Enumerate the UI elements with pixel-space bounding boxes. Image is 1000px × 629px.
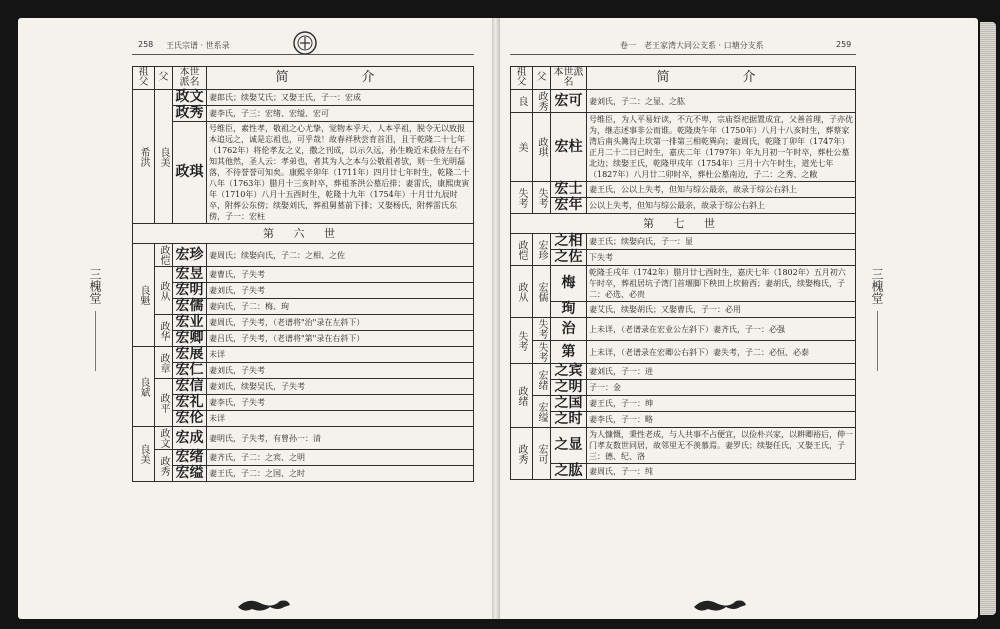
table-row: [133, 90, 474, 106]
person-description: 妻周氏，子一：纯: [587, 464, 856, 480]
person-description: 妻齐氏，子二：之宾、之明: [207, 450, 474, 466]
table-row: [511, 380, 856, 396]
ancestor-cell: 失考: [511, 318, 533, 364]
father-cell: 失考: [533, 318, 551, 341]
table-row: [133, 267, 474, 283]
table-row: [133, 450, 474, 466]
table-row: [133, 379, 474, 395]
father-cell: 良美: [155, 90, 173, 224]
person-name: 宏年: [551, 198, 587, 214]
person-name: 之明: [551, 380, 587, 396]
person-description: 下失考: [587, 250, 856, 266]
person-name: 宏珍: [173, 244, 207, 267]
col-header-name: 本世派名: [173, 67, 207, 90]
table-row: [511, 428, 856, 464]
table-row: [133, 411, 474, 427]
father-cell: 宏绪: [533, 364, 551, 396]
col-header-father: 父: [533, 67, 551, 90]
ancestor-cell: 良斌: [133, 347, 155, 427]
father-cell: 宏儒: [533, 266, 551, 318]
person-description: 妻艾氏，续娶胡氏；又娶曹氏，子一：必用: [587, 302, 856, 318]
page-edges: [980, 22, 996, 615]
person-description: 号维臣，为人平易好读，不亢不卑，宗庙祭祀据置成宜，父善首理，子亦优为，继志述事非公而谁。乾隆庚午年（1750年）八月十八亥时生，葬蔡家湾后南头篝沟上坎第一排第三相乾巽向；妻周氏，乾隆丁卯年（1747年）正月二十二日已时生，嘉庆二年（1797年）年九月初一午时卒，葬杜公墓北边；续娶王氏，乾隆甲戌年（1754年）三月十六午时生，道光七年（1827年）八月廿二卯时卒，葬杜公墓南边，子二：之秀、之敝: [587, 113, 856, 182]
person-name: 宏卿: [173, 331, 207, 347]
left-header-rule: [132, 54, 474, 55]
ancestor-cell: 政恺: [511, 234, 533, 266]
person-description: 妻刘氏，子失考: [207, 363, 474, 379]
person-name: 梅: [551, 266, 587, 302]
person-description: 妻曹氏，子失考: [207, 267, 474, 283]
person-name: 珣: [551, 302, 587, 318]
person-name: 宏士: [551, 182, 587, 198]
person-description: 妻李氏，子三：宏绪、宏缢、宏可: [207, 106, 474, 122]
person-description: 妻明氏，子失考，有曾孙一：清: [207, 427, 474, 450]
father-cell: 政恺: [155, 244, 173, 267]
table-row: [511, 250, 856, 266]
table-row: [133, 315, 474, 331]
table-row: [511, 234, 856, 250]
table-row: [133, 347, 474, 363]
table-row: [133, 106, 474, 122]
col-header-intro: 简 介: [587, 67, 856, 90]
table-row: [133, 122, 474, 224]
person-description: 妻刘氏，子二：之显、之肱: [587, 90, 856, 113]
person-name: 宏展: [173, 347, 207, 363]
table-row: [511, 90, 856, 113]
person-name: 第: [551, 341, 587, 364]
father-cell: 宏珍: [533, 234, 551, 266]
person-description: 妻周氏；续娶向氏，子二：之相、之佐: [207, 244, 474, 267]
table-row: [511, 464, 856, 480]
person-description: 妻王氏；续娶向氏，子一：显: [587, 234, 856, 250]
person-name: 之显: [551, 428, 587, 464]
person-name: 之宾: [551, 364, 587, 380]
left-seal-emblem: [292, 30, 318, 56]
person-name: 之时: [551, 412, 587, 428]
person-name: 治: [551, 318, 587, 341]
father-cell: 政琪: [533, 113, 551, 182]
person-name: 宏成: [173, 427, 207, 450]
table-row: [133, 363, 474, 379]
table-row: [511, 198, 856, 214]
person-name: 之国: [551, 396, 587, 412]
table-row: [511, 396, 856, 412]
father-cell: 宏可: [533, 428, 551, 480]
father-cell: 失考: [533, 182, 551, 214]
person-description: 妻李氏，子一：略: [587, 412, 856, 428]
ancestor-cell: 失考: [511, 182, 533, 214]
person-name: 政琪: [173, 122, 207, 224]
person-name: 宏绪: [173, 450, 207, 466]
person-description: 为人慷慨，秉性老成，与人共事不占便宜，以俭朴兴家，以耕卿裕后，伸一门孝友数世同居，故邻里无不羡慕焉。妻罗氏；续娶任氏，又娶王氏，子三：德、纪、洛: [587, 428, 856, 464]
table-row: [133, 427, 474, 450]
person-name: 宏业: [173, 315, 207, 331]
right-genealogy-table: [510, 66, 856, 480]
person-description: 妻王氏，子一：绅: [587, 396, 856, 412]
person-name: 宏明: [173, 283, 207, 299]
person-name: 政文: [173, 90, 207, 106]
person-description: 妻刘氏，续娶吴氏，子失考: [207, 379, 474, 395]
table-row: [133, 395, 474, 411]
right-running-head: 卷一 老王家湾大同公支系 · 口塘分支系: [620, 41, 764, 50]
left-side-label: [88, 268, 102, 375]
person-name: 之肱: [551, 464, 587, 480]
right-side-text: 三槐堂: [870, 268, 884, 304]
right-generation-label: 第 七 世: [511, 214, 856, 234]
table-row: [511, 113, 856, 182]
person-description: 妻王氏，公以上失考，但知与综公最亲，故录于综公右斜上: [587, 182, 856, 198]
person-description: 未详: [207, 347, 474, 363]
left-page-number: 258: [138, 40, 154, 49]
table-row: [133, 283, 474, 299]
table-row: [511, 266, 856, 302]
father-cell: 政华: [155, 315, 173, 347]
person-name: 宏仁: [173, 363, 207, 379]
left-genealogy-table: [132, 66, 474, 482]
person-description: 子一：金: [587, 380, 856, 396]
table-row: [133, 244, 474, 267]
ancestor-cell: 政绪: [511, 364, 533, 428]
person-name: 宏柱: [551, 113, 587, 182]
person-name: 宏儒: [173, 299, 207, 315]
ancestor-cell: 良美: [133, 427, 155, 482]
table-row: [511, 341, 856, 364]
table-row: [133, 299, 474, 315]
col-header-name: 本世派名: [551, 67, 587, 90]
person-description: 号维臣，素性孝，敬祖之心尤挚，觉物本乎天，人本乎祖，脱令无以致报本追远之，诚是忘祖也，可乎哉！故春祥秋尝育首泪，且于乾隆二十七年（1762年）将伦孝友之义，撒之刊成，以示久远，孙生晚近未获侍左右不知其他然，圣人云：孝弟也，者其为人之本与公敬祖者欤，则一生光明磊落，不待誉誉可知矣。康熙辛卯年（1711年）四月廿七年时生，乾隆二十八年（1763年）腊月十三亥时卒，葬祖茶洪公墓后排；妻雷氏，康熙庚寅年（1710年）八月十五酉时生，乾隆十九年（1754年）十月廿九辰时卒，附葬公东傍；续娶刘氏，葬祖舅墓前下排；又娶杨氏，附葬雷氏东傍，子一：宏柱: [207, 122, 474, 224]
father-cell: 失考: [533, 341, 551, 364]
ancestor-cell: 美: [511, 113, 533, 182]
person-name: 之相: [551, 234, 587, 250]
table-row: [511, 412, 856, 428]
person-description: 妻刘氏，子失考: [207, 283, 474, 299]
person-description: 上未详，（老谱录在宏卿公右斜下）妻失考，子二：必恒、必泰: [587, 341, 856, 364]
person-description: 未详: [207, 411, 474, 427]
table-row: [511, 364, 856, 380]
person-name: 宏可: [551, 90, 587, 113]
father-cell: 政从: [155, 267, 173, 315]
father-cell: 政文: [155, 427, 173, 450]
ancestor-cell: 希洪: [133, 90, 155, 224]
col-header-grandfather: 祖父: [511, 67, 533, 90]
table-row: [511, 182, 856, 198]
person-name: 宏伦: [173, 411, 207, 427]
table-row: [511, 302, 856, 318]
person-description: 妻李氏，子失考: [207, 395, 474, 411]
person-name: 宏礼: [173, 395, 207, 411]
person-name: 宏缢: [173, 466, 207, 482]
right-page-number: 259: [836, 40, 852, 49]
left-side-text: 三槐堂: [88, 268, 102, 304]
left-generation-label: 第 六 世: [133, 224, 474, 244]
left-dragon-ornament: [234, 593, 294, 615]
ancestor-cell: 良魁: [133, 244, 155, 347]
person-description: 妻王氏，子二：之国、之时: [207, 466, 474, 482]
person-name: 宏昱: [173, 267, 207, 283]
col-header-father: 父: [155, 67, 173, 90]
right-dragon-ornament: [690, 593, 750, 615]
person-description: 妻周氏，子失考，（老谱将"治"录在左斜下）: [207, 315, 474, 331]
person-name: 宏信: [173, 379, 207, 395]
father-cell: 政秀: [155, 450, 173, 482]
table-row: [133, 331, 474, 347]
father-cell: 政平: [155, 379, 173, 427]
person-description: 妻郎氏；续娶艾氏；又娶王氏，子一：宏成: [207, 90, 474, 106]
person-name: 政秀: [173, 106, 207, 122]
person-description: 上未详，（老谱录在宏业公左斜下）妻齐氏，子一：必强: [587, 318, 856, 341]
person-description: 妻吕氏，子失考，（老谱将"第"录在右斜下）: [207, 331, 474, 347]
col-header-grandfather: 祖父: [133, 67, 155, 90]
person-description: 妻刘氏，子一：进: [587, 364, 856, 380]
col-header-intro: 简 介: [207, 67, 474, 90]
person-name: 之佐: [551, 250, 587, 266]
left-running-head: 王氏宗谱 · 世系录: [166, 41, 230, 50]
table-row: [511, 318, 856, 341]
person-description: 乾隆壬戌年（1742年）腊月廿七酉时生，嘉庆七年（1802年）五月初六午时卒，葬祖居坑子湾门首堰脚下秧田上坎俯西；妻胡氏，续娶梅氏，子二：必选、必贵: [587, 266, 856, 302]
father-cell: 政秀: [533, 90, 551, 113]
ancestor-cell: 政从: [511, 266, 533, 318]
person-description: 公以上失考，但知与综公最亲，故录于综公右斜上: [587, 198, 856, 214]
ancestor-cell: 良: [511, 90, 533, 113]
ancestor-cell: 政秀: [511, 428, 533, 480]
book-gutter: [492, 18, 500, 619]
table-row: [133, 466, 474, 482]
right-header-rule: [510, 54, 856, 55]
person-description: 妻向氏，子二：梅、珣: [207, 299, 474, 315]
father-cell: 宏缢: [533, 396, 551, 428]
father-cell: 政章: [155, 347, 173, 379]
right-side-label: [870, 268, 884, 375]
